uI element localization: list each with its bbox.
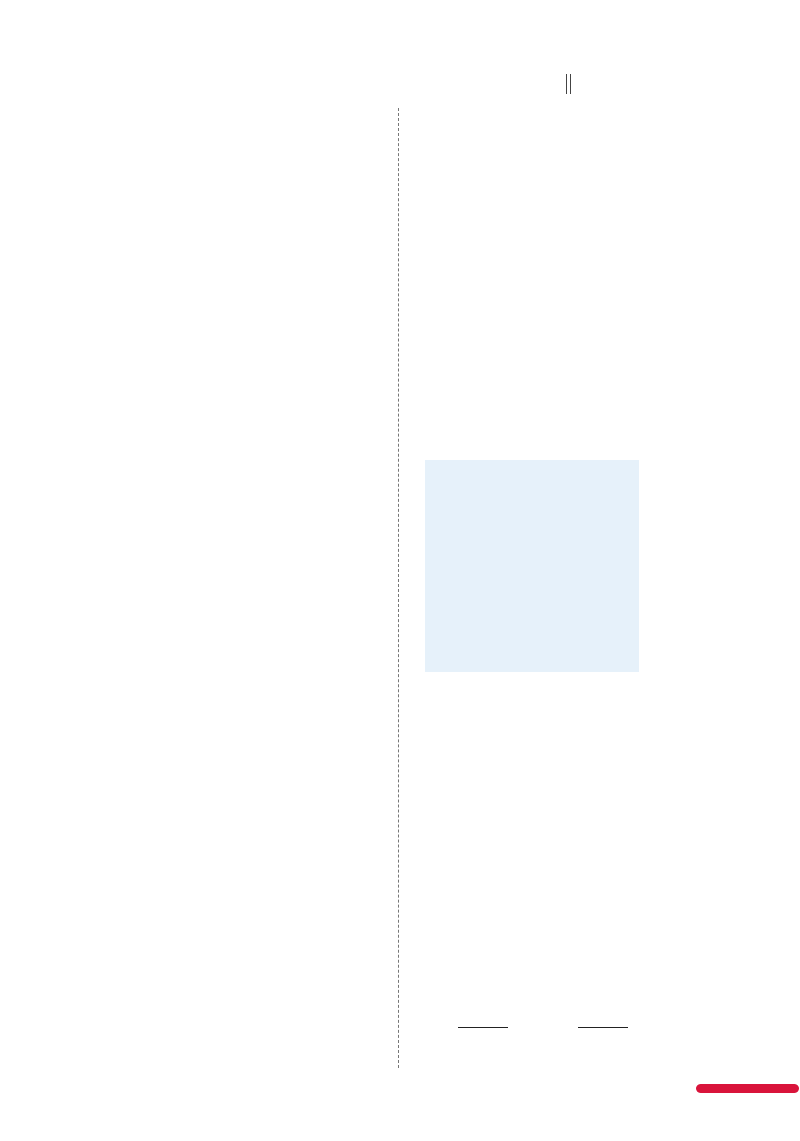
vertical-b-line bbox=[578, 1027, 628, 1028]
number-maze bbox=[425, 460, 639, 672]
header-divider bbox=[566, 74, 571, 94]
vertical-a-line bbox=[458, 1027, 508, 1028]
column-divider bbox=[398, 108, 399, 1068]
page-header bbox=[560, 74, 577, 94]
footer-bar bbox=[696, 1084, 799, 1093]
